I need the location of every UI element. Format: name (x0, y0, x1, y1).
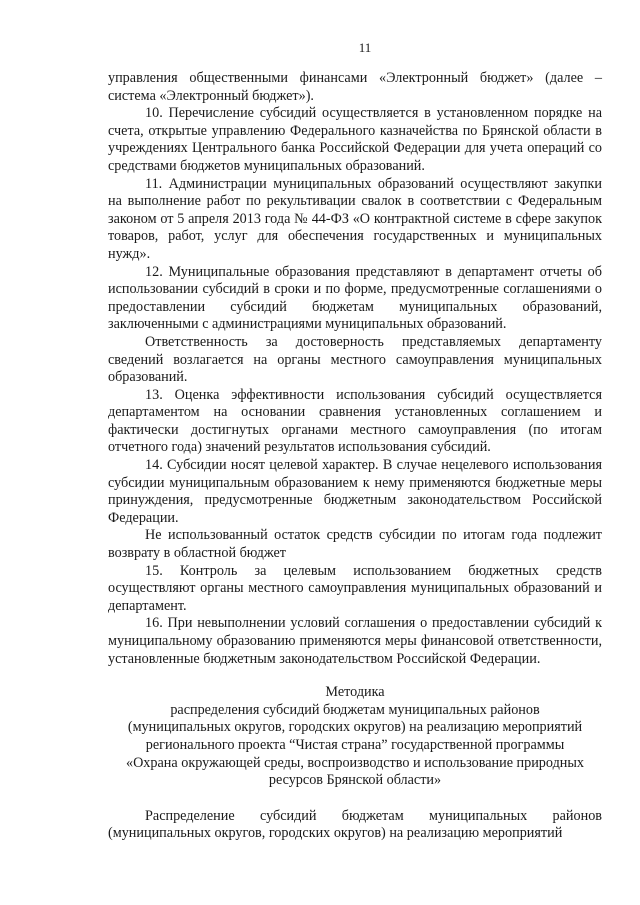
paragraph: 14. Субсидии носят целевой характер. В случае нецелевого использования субсидии муниципальным образованием к нему применяются бюджетные меры принуждения, предусмотренные бюджетным законодательством Российской Федерации. (108, 457, 602, 526)
body-text (108, 70, 602, 668)
paragraph: 15. Контроль за целевым использованием бюджетных средств осуществляют органы местного самоуправления муниципальных образований и департамент. (108, 562, 602, 614)
paragraph: 11. Администрации муниципальных образований осуществляют закупки на выполнение работ по рекультивации свалок в соответствии с Федеральным законом от 5 апреля 2013 года № 44-ФЗ «О контрактной системе в сфере закупок товаров, работ, услуг для обеспечения государственных и муниципальных нужд». (108, 175, 602, 262)
paragraph: 16. При невыполнении условий соглашения о предоставлении субсидий к муниципальному образованию применяются меры финансовой ответственности, установленные бюджетным законодательством Российской Федерации. (108, 615, 602, 667)
section-subtitle-line: «Охрана окружающей среды, воспроизводство и использование природных (125, 754, 585, 771)
final-paragraph: Распределение субсидий бюджетам муниципальных районов (муниципальных округов, городских округов) на реализацию мероприятий (108, 807, 602, 842)
section-subtitle-line: регионального проекта “Чистая страна” государственной программы (145, 736, 565, 753)
section-subtitle-line: распределения субсидий бюджетам муниципальных районов (170, 701, 540, 718)
section-title: Методика (325, 684, 385, 701)
paragraph: Не использованный остаток средств субсидии по итогам года подлежит возврату в областной бюджет (108, 527, 602, 562)
section-subtitle-line: (муниципальных округов, городских округов) на реализацию мероприятий (127, 719, 583, 736)
paragraph: 12. Муниципальные образования представляют в департамент отчеты об использовании субсидий в сроки и по форме, предусмотренные соглашениями о предоставлении субсидий бюджетам муниципальных образований, заключенными с администрациями муниципальных образований. (108, 263, 602, 333)
paragraph: 10. Перечисление субсидий осуществляется в установленном порядке на счета, открытые управлению Федерального казначейства по Брянской области в учреждениях Центрального банка Российской Федерации для учета операций со средствами бюджетов муниципальных образований. (108, 105, 602, 174)
paragraph: Ответственность за достоверность представляемых департаменту сведений возлагается на органы местного самоуправления муниципальных образований. (108, 333, 602, 386)
page-number: 11 (358, 40, 372, 55)
paragraph: 13. Оценка эффективности использования субсидий осуществляется департаментом на основании сравнения установленных соглашением и фактически достигнутых органами местного самоуправления (по итогам отчетного года) значений результатов использования субсидий. (108, 386, 602, 456)
section-subtitle-line: ресурсов Брянской области» (268, 772, 442, 789)
paragraph: управления общественными финансами «Электронный бюджет» (далее – система «Электронный бюджет»). (108, 70, 602, 104)
section-heading (108, 684, 602, 790)
